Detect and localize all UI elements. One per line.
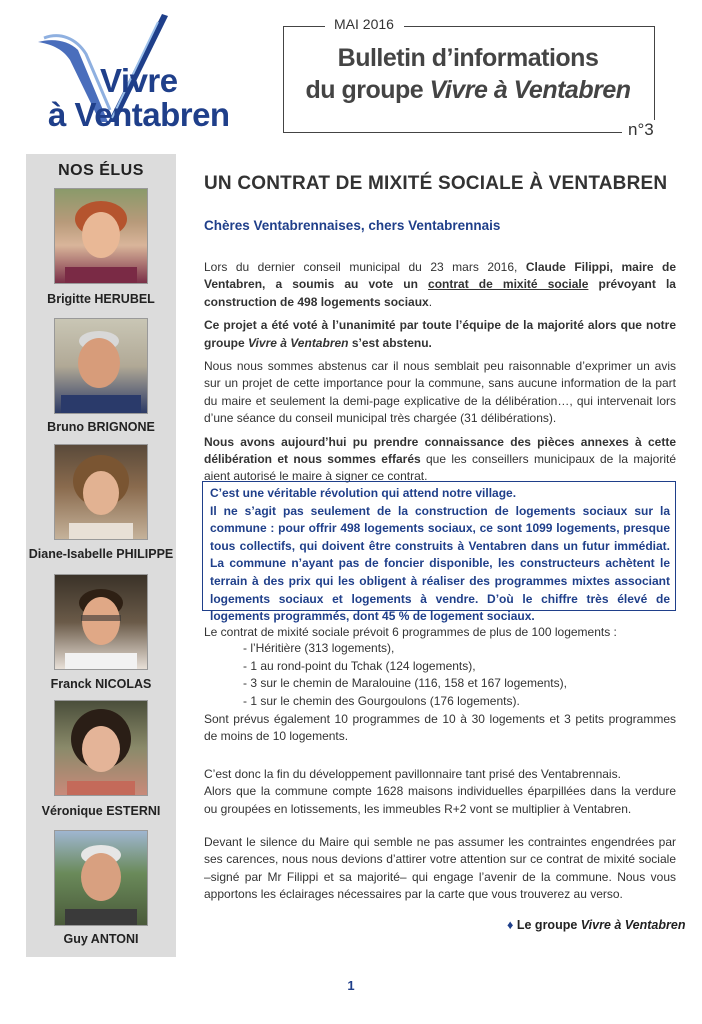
greeting: Chères Ventabrennaises, chers Ventabrennais: [204, 218, 501, 233]
box-line-1: C’est une véritable révolution qui attend notre village.: [210, 486, 517, 500]
article-title: UN CONTRAT DE MIXITÉ SOCIALE À VENTABREN: [204, 173, 668, 194]
p1-text-d: prévoyant la construction de 498 logements sociaux: [204, 277, 676, 309]
paragraph-2: [204, 317, 676, 352]
p7-line-2: Alors que la commune compte 1628 maisons individuelles éparpillées dans la verdure ou groupées en lotissements, les immeubles R+2 vont se multiplier à Ventabren.: [204, 784, 676, 816]
article-body-top: [204, 259, 676, 486]
member-photo-4: [54, 574, 148, 670]
logo: [30, 10, 245, 135]
p4-text-b: que les conseillers municipaux de la majorité aient autorisé le maire à signer ce contrat.: [204, 452, 677, 484]
paragraph-7: [204, 766, 676, 818]
member-photo-1: [54, 188, 148, 284]
highlight-box-text: [210, 485, 670, 626]
logo-text-line1: Vivre: [100, 62, 178, 99]
p2-text-c: s’est abstenu.: [348, 335, 432, 350]
p1-text-a: Lors du dernier conseil municipal du 23 mars 2016,: [204, 260, 526, 274]
portrait-icon: [55, 319, 147, 413]
p1-link-contrat: contrat de mixité sociale: [428, 277, 589, 292]
p2-group: Vivre à Ventabren: [248, 335, 349, 350]
member-name-2: Bruno BRIGNONE: [47, 420, 155, 434]
issue-number: n°3: [622, 120, 660, 140]
member-name-3: Diane-Isabelle PHILIPPE: [28, 547, 174, 561]
programme-item-1: - l’Héritière (313 logements),: [243, 641, 395, 655]
member-photo-3: [54, 444, 148, 540]
issue-date: MAI 2016: [330, 16, 398, 32]
p2-text-a: Ce projet a été voté à l’unanimité par toute l’équipe de la majorité alors que notre groupe: [204, 318, 676, 350]
box-line-2: Il ne s’agit pas seulement de la construction de logements sociaux sur la commune : pour offrir 498 logements sociaux, ce sont 1099 logements, presque tous collectifs, qui doivent être construits à Ventabren dans un futur immédiat. La commune n’ayant pas de foncier disponible, les constructeurs achètent le terrain à des prix qui les obligent à réaliser des programmes mixtes associant logements sociaux et logements à vendre. D’où le chiffre très élevé de logements programmés, dont 45 % de logement sociaux.: [210, 503, 670, 624]
p1-text-b: Claude Filippi, maire de Ventabren, a soumis au vote un: [204, 260, 676, 292]
paragraph-4: [204, 434, 676, 486]
signature-group: Vivre à Ventabren: [580, 918, 686, 932]
member-photo-5: [54, 700, 148, 796]
sidebar-title: NOS ÉLUS: [58, 162, 144, 179]
portrait-icon: [55, 701, 147, 795]
member-name-6: Guy ANTONI: [63, 932, 139, 946]
page-number: 1: [347, 978, 355, 993]
member-photo-2: [54, 318, 148, 414]
paragraph-1: [204, 259, 676, 311]
bulletin-title-line2: [283, 76, 653, 105]
logo-text-line2: à Ventabren: [48, 96, 230, 133]
signature: [507, 918, 685, 932]
paragraph-5: Le contrat de mixité sociale prévoit 6 programmes de plus de 100 logements :: [204, 625, 617, 639]
signature-prefix: Le groupe: [516, 918, 581, 932]
member-name-1: Brigitte HERUBEL: [47, 292, 155, 306]
programme-item-3: - 3 sur le chemin de Maralouine (116, 158 et 167 logements),: [243, 676, 567, 690]
bulletin-title-line1: Bulletin d’informations: [337, 44, 599, 72]
paragraph-8: Devant le silence du Maire qui semble ne pas assumer les contraintes engendrées par ses carences, nous nous devions d’attirer votre attention sur ce contrat de mixité sociale –signé par Mr Filippi et sa majorité– qui engage l’avenir de la commune. Nous vous apportons les éclairages nécessaires par la carte que vous trouverez au verso.: [204, 835, 676, 902]
p1-text-e: .: [428, 294, 433, 309]
portrait-icon: [55, 189, 147, 283]
title-group: Vivre à Ventabren: [429, 76, 631, 104]
p4-text-a: Nous avons aujourd’hui pu prendre connaissance des pièces annexes à cette délibération et nous sommes effarés: [204, 434, 676, 467]
member-name-4: Franck NICOLAS: [50, 677, 152, 691]
portrait-icon: [55, 831, 147, 925]
title-prefix: du groupe: [305, 76, 430, 104]
programme-item-4: - 1 sur le chemin des Gourgoulons (176 logements).: [243, 694, 520, 708]
paragraph-6: Sont prévus également 10 programmes de 10 à 30 logements et 3 petits programmes de moins de 10 logements.: [204, 712, 676, 744]
member-photo-6: [54, 830, 148, 926]
paragraph-3: Nous nous sommes abstenus car il nous semblait peu raisonnable d’exprimer un avis sur un projet de cette importance pour la commune, sans aucune information de la part du maire et seulement la demi-page explicative de la délibération…, qui intervenait lors d’une séance du conseil municipal très chargée (31 délibérations).: [204, 359, 676, 426]
programme-item-2: - 1 au rond-point du Tchak (124 logements),: [243, 659, 476, 673]
member-name-5: Véronique ESTERNI: [41, 804, 161, 818]
portrait-icon: [55, 445, 147, 539]
p7-line-1: C’est donc la fin du développement pavillonnaire tant prisé des Ventabrennais.: [204, 767, 621, 781]
portrait-icon: [55, 575, 147, 669]
diamond-icon: ♦: [507, 918, 514, 932]
